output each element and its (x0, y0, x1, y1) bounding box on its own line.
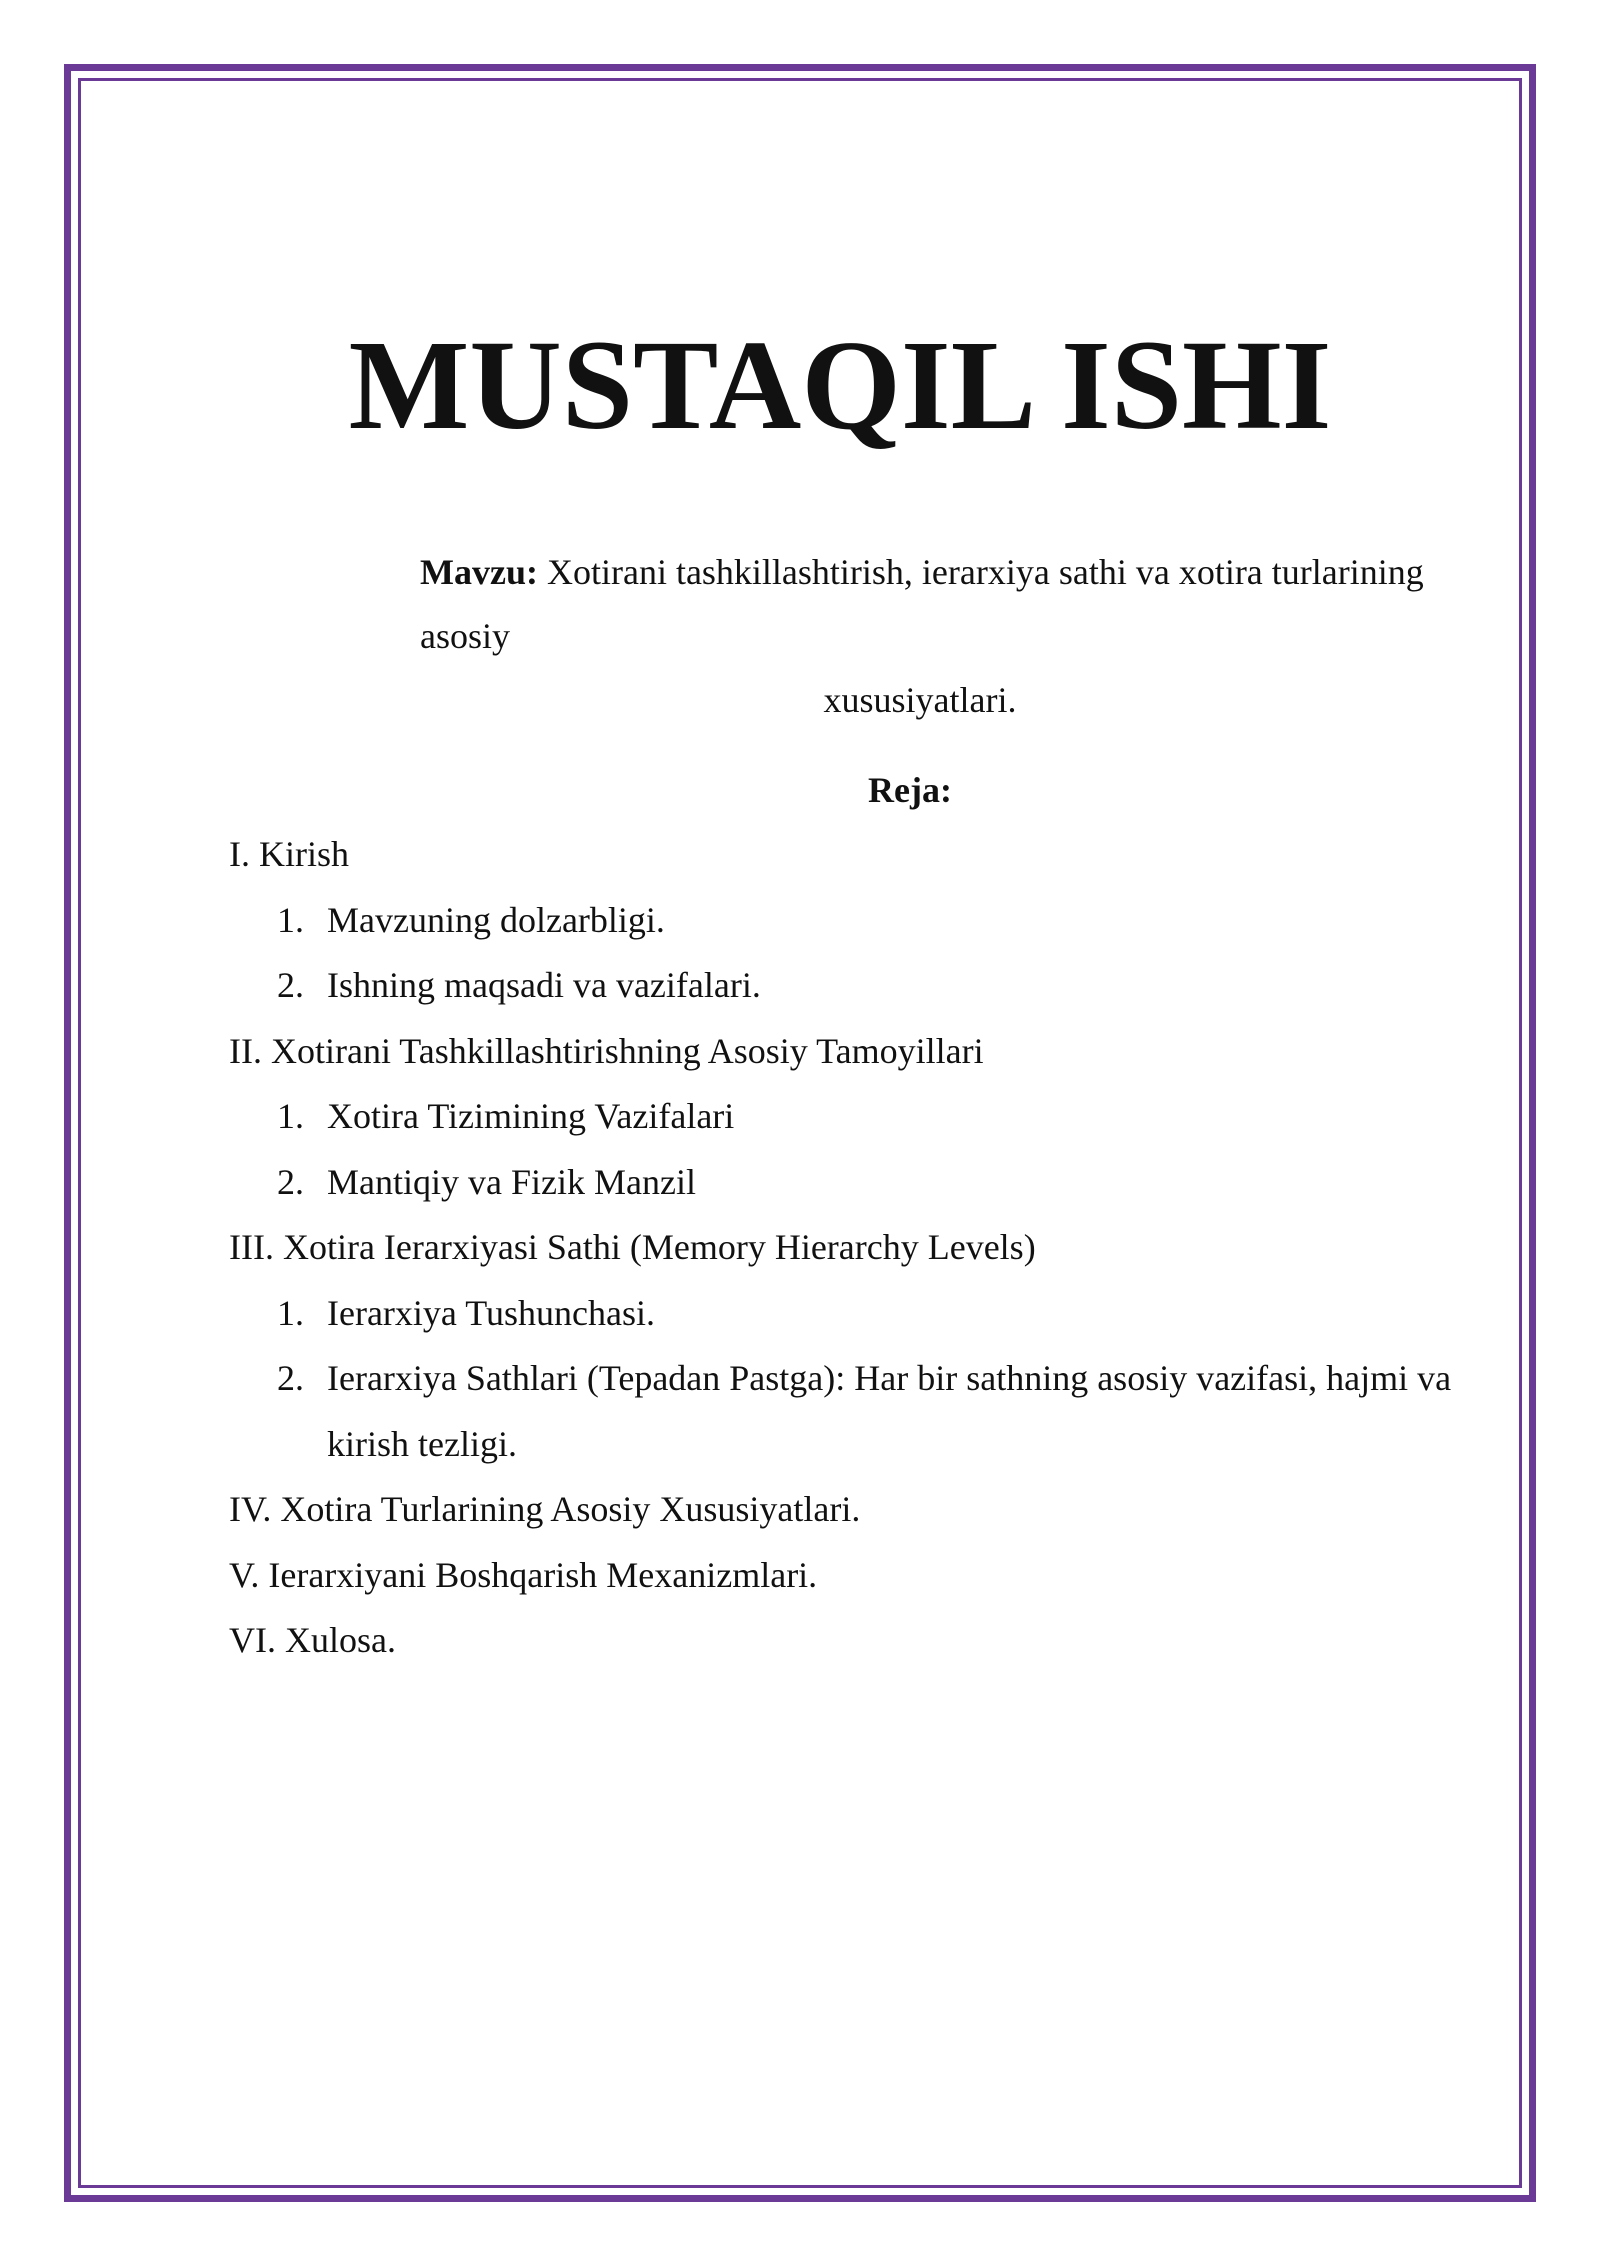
plan-section: IV. Xotira Turlarining Asosiy Xususiyatlari. (229, 1489, 861, 1529)
plan-subitem-number: 2. (277, 965, 304, 1005)
plan-subitem (229, 888, 1519, 954)
plan-subitem-number: 2. (277, 1161, 304, 1202)
plan-subitem (229, 1281, 1519, 1347)
plan-heading: Reja: (868, 770, 952, 810)
plan-section: III. Xotira Ierarxiyasi Sathi (Memory Hierarchy Levels) (229, 1227, 1036, 1267)
topic-paragraph (230, 540, 1470, 732)
plan-subitem-text: Ierarxiya Sathlari (Tepadan Pastga): Har bir sathning asosiy vazifasi, hajmi va kirish tezligi. (327, 1358, 1452, 1464)
plan-subitem-number: 1. (277, 899, 304, 940)
plan-subitem-text: Mantiqiy va Fizik Manzil (327, 1161, 696, 1202)
plan-subitem-text: Ierarxiya Tushunchasi. (327, 1292, 655, 1333)
plan-section: VI. Xulosa. (229, 1620, 396, 1660)
plan-list (229, 822, 1519, 1674)
plan-subitem (229, 1084, 1519, 1150)
document-title: MUSTAQIL ISHI (348, 314, 1332, 456)
plan-section: V. Ierarxiyani Boshqarish Mexanizmlari. (229, 1554, 818, 1595)
plan-section: II. Xotirani Tashkillashtirishning Asosiy Tamoyillari (229, 1030, 984, 1071)
plan-subitem-number: 1. (277, 1292, 304, 1333)
plan-subitem-text: Mavzuning dolzarbligi. (327, 899, 665, 940)
plan-section: I. Kirish (229, 834, 349, 874)
plan-subitem-number: 1. (277, 1096, 304, 1136)
plan-subitem (229, 1150, 1519, 1216)
plan-subitem-number: 2. (277, 1358, 304, 1398)
topic-text-line-2: xususiyatlari. (823, 680, 1017, 720)
plan-subitem (229, 1346, 1519, 1477)
topic-label: Mavzu: (420, 552, 538, 592)
topic-text-line-1: Xotirani tashkillashtirish, ierarxiya sathi va xotira turlarining asosiy (420, 552, 1424, 656)
plan-subitem (229, 953, 1519, 1019)
topic-line-1 (230, 540, 1470, 668)
plan-subitem-text: Ishning maqsadi va vazifalari. (327, 965, 761, 1005)
plan-subitem-text: Xotira Tizimining Vazifalari (327, 1096, 735, 1136)
